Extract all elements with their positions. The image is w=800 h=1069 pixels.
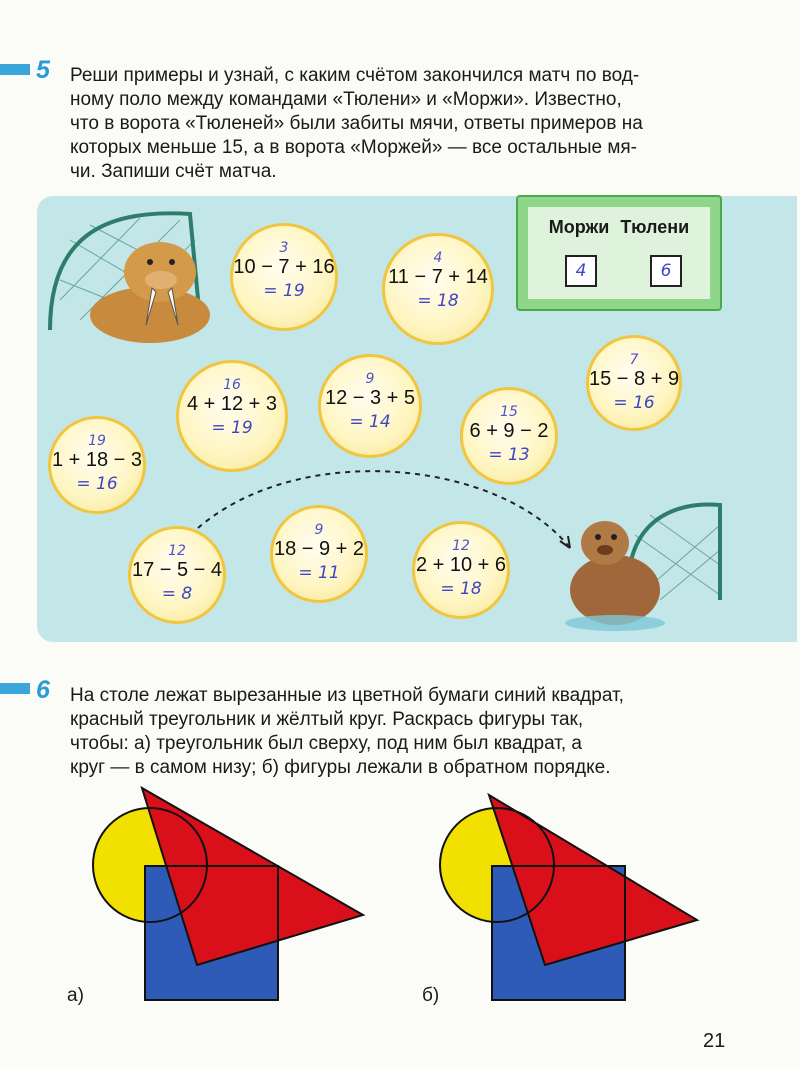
team-walruses-label: Моржи <box>548 217 610 237</box>
ball-hint: 19 <box>88 433 106 449</box>
task-6-line: круг — в самом низу; б) фигуры лежали в обратном порядке. <box>70 757 611 778</box>
ball-expression: 15 − 8 + 9 <box>589 368 680 390</box>
ball-answer: = 19 <box>211 418 253 438</box>
ball-expression: 1 + 18 − 3 <box>51 449 143 471</box>
ball-expression: 18 − 9 + 2 <box>273 538 365 560</box>
ball-expression: 11 − 7 + 14 <box>388 266 488 288</box>
ball-hint: 3 <box>279 240 289 256</box>
ball-expression: 6 + 9 − 2 <box>469 420 549 442</box>
ball-answer: = 11 <box>298 563 340 583</box>
figure-a-shapes <box>93 788 363 1000</box>
ball-answer: = 14 <box>349 412 391 432</box>
ball-expression: 10 − 7 + 16 <box>233 256 335 278</box>
ball-hint: 9 <box>365 371 375 387</box>
ball-hint: 12 <box>168 543 186 559</box>
page-number: 21 <box>703 1030 726 1052</box>
ball-expression: 17 − 5 − 4 <box>131 559 223 581</box>
task-5-line: которых меньше 15, а в ворота «Моржей» — все остальные мя- <box>70 137 638 158</box>
ball-hint: 9 <box>314 522 324 538</box>
task-6-line: На столе лежат вырезанные из цветной бумаги синий квадрат, <box>70 685 624 706</box>
ball-expression: 2 + 10 + 6 <box>415 554 507 576</box>
ball-answer: = 19 <box>263 281 305 301</box>
ball-hint: 12 <box>452 538 470 554</box>
figure-b-label: б) <box>422 985 440 1006</box>
ball-answer: = 18 <box>417 291 459 311</box>
task-5-line: ному поло между командами «Тюлени» и «Моржи». Известно, <box>70 89 622 110</box>
ball-answer: = 18 <box>440 579 482 599</box>
ball-answer: = 16 <box>613 393 655 413</box>
task-5-number: 5 <box>36 56 50 84</box>
score-walruses-box[interactable]: 4 <box>565 255 597 287</box>
task-6-number: 6 <box>36 676 50 704</box>
task-6-line: чтобы: а) треугольник был сверху, под ним был квадрат, а <box>70 733 582 754</box>
ball-answer: = 13 <box>488 445 530 465</box>
figure-b-shapes <box>440 795 697 1000</box>
task-5-line: что в ворота «Тюленей» были забиты мячи, ответы примеров на <box>70 113 643 134</box>
ball-hint: 15 <box>500 404 518 420</box>
ball-expression: 12 − 3 + 5 <box>324 387 416 409</box>
task-6-line: красный треугольник и жёлтый круг. Раскрась фигуры так, <box>70 709 584 730</box>
figure-a-label: а) <box>67 985 84 1006</box>
ball-hint: 7 <box>629 352 639 368</box>
ball-hint: 16 <box>223 377 241 393</box>
ball-answer: = 16 <box>76 474 118 494</box>
ball-answer: = 8 <box>161 584 193 604</box>
team-seals-label: Тюлени <box>620 217 690 237</box>
task-5-line: чи. Запиши счёт матча. <box>70 161 277 182</box>
score-seals-box[interactable]: 6 <box>650 255 682 287</box>
task-5-line: Реши примеры и узнай, с каким счётом закончился матч по вод- <box>70 65 640 86</box>
ball-hint: 4 <box>433 250 443 266</box>
ball-expression: 4 + 12 + 3 <box>186 393 278 415</box>
